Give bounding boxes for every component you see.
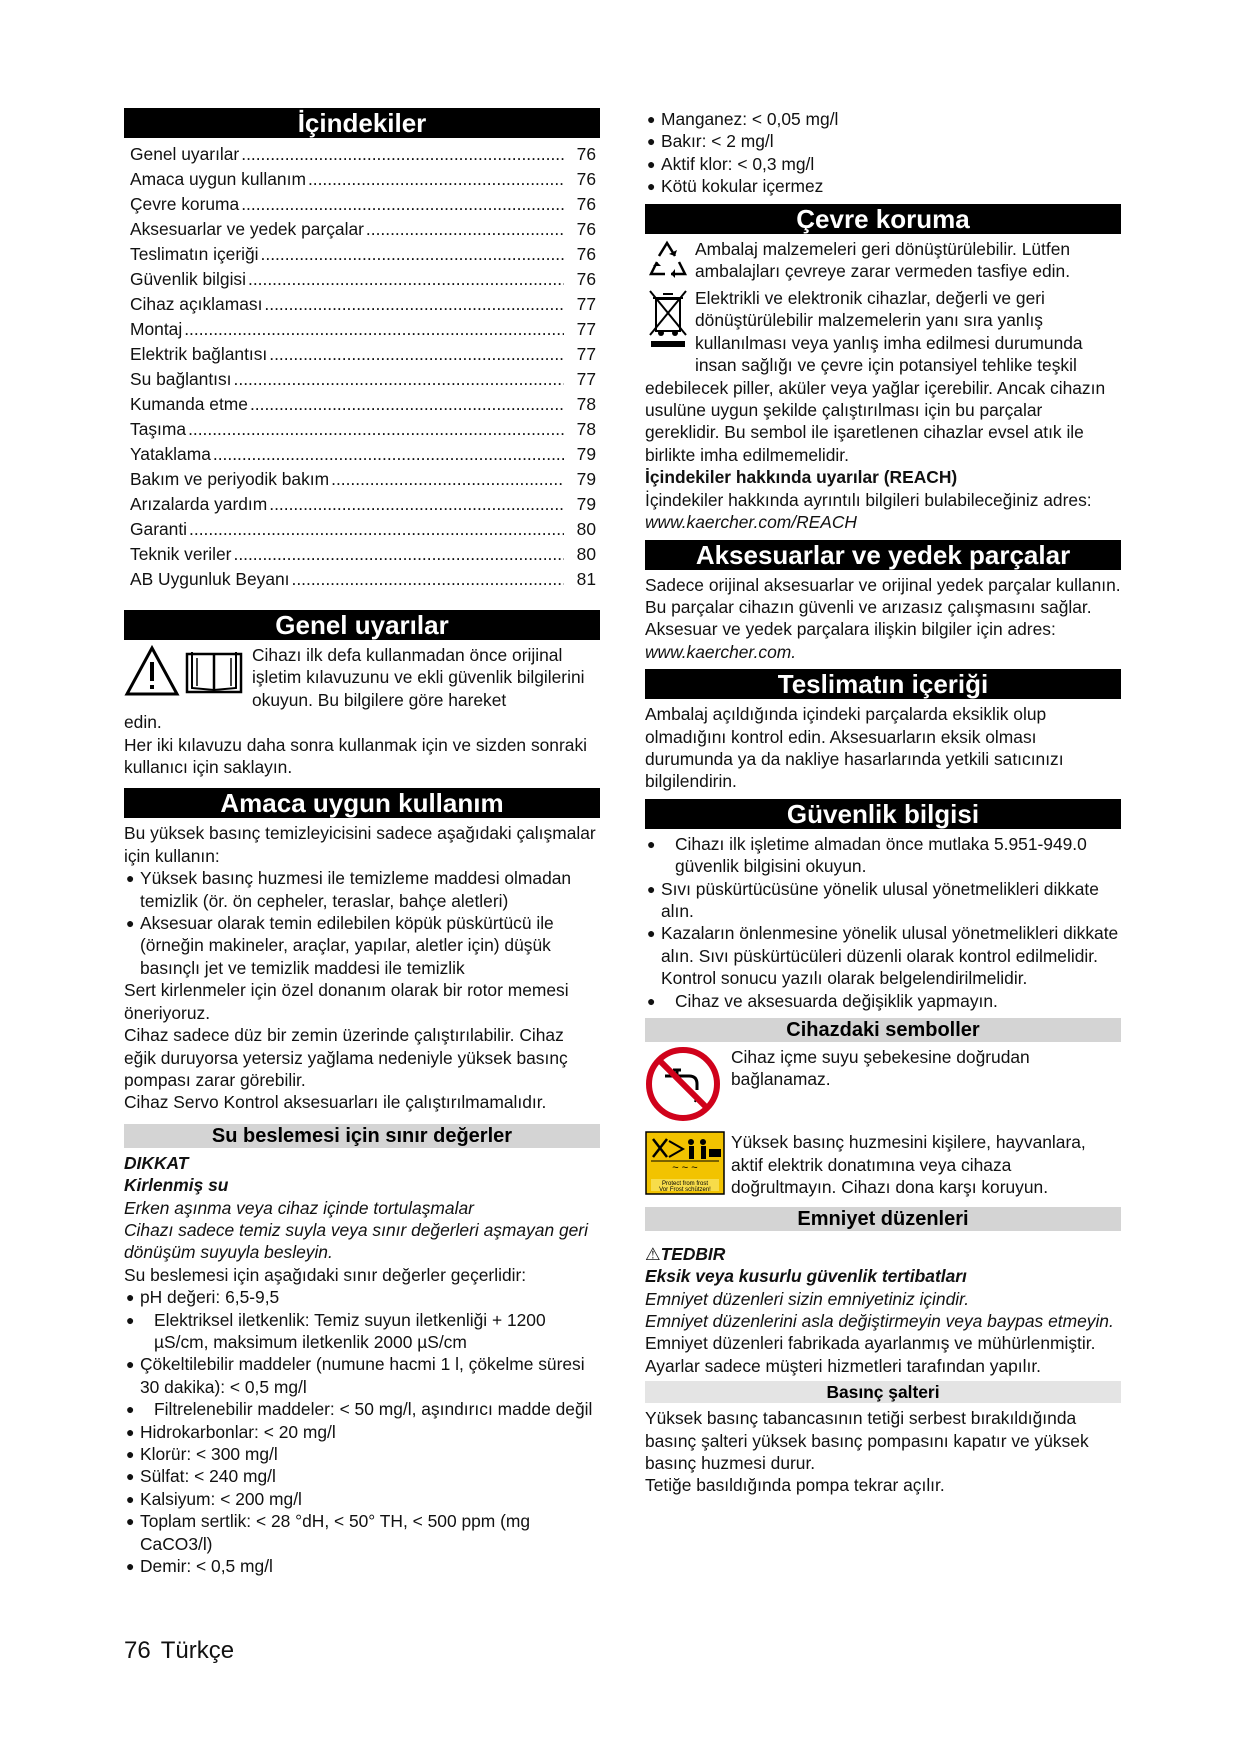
safety-devices-text: Emniyet düzenleri fabrikada ayarlanmış ve mühürlenmiştir. Ayarlar sadece müşteri hizmetleri tarafından yapılır. <box>645 1333 1096 1376</box>
toc-item[interactable]: Montaj ..... 77 <box>124 317 600 342</box>
list-item: ● Aksesuar olarak temin edilebilen köpük püskürtücü ile (örneğin makineler, araçlar, yapılar, aletler için) düşük basınçlı jet ve temizlik maddesi ile temizlik <box>124 912 600 979</box>
general-warnings-text: Cihazı ilk defa kullanmadan önce orijinal işletim kılavuzunu ve ekli güvenlik bilgilerini okuyun. Bu bilgilere göre hareket <box>252 645 585 710</box>
water-limits-intro: Su beslemesi için aşağıdaki sınır değerler geçerlidir: <box>124 1264 527 1285</box>
list-item: ● Kötü kokular içermez <box>645 175 1121 197</box>
toc-item[interactable]: Su bağlantısı ..... 77 <box>124 367 600 392</box>
section-heading-water-limits: Su beslemesi için sınır değerler <box>124 1124 600 1148</box>
caution-label: DIKKAT <box>124 1152 189 1173</box>
caution-label: TEDBIR <box>660 1243 726 1264</box>
left-column <box>124 108 600 1577</box>
scope-of-delivery-text: Ambalaj açıldığında içindeki parçalarda eksiklik olup olmadığını kontrol edin. Aksesuarların eksik olması durumunda ya da nakliye hasarlarında yetkili satıcınızı bilgilendirin. <box>645 704 1064 792</box>
hazard-consequence: Emniyet düzenleri sizin emniyetiniz içindir. <box>645 1288 970 1309</box>
section-heading-pressure-switch: Basınç şalteri <box>645 1381 1121 1403</box>
list-item: ● Cihazı ilk işletime almadan önce mutlaka 5.951-949.0 güvenlik bilgisini okuyun. <box>645 833 1121 878</box>
hazard-avoidance: Emniyet düzenlerini asla değiştirmeyin veya baypas etmeyin. <box>645 1311 1114 1332</box>
list-item: ● Manganez: < 0,05 mg/l <box>645 108 1121 130</box>
toc-item[interactable]: Kumanda etme ..... 78 <box>124 392 600 417</box>
section-heading-symbols: Cihazdaki semboller <box>645 1018 1121 1042</box>
list-item: ● Hidrokarbonlar: < 20 mg/l <box>124 1421 600 1443</box>
footer-language: Türkçe <box>160 1637 235 1664</box>
toc-item[interactable]: Bakım ve periyodik bakım ..... 79 <box>124 467 600 492</box>
weee-text: Elektrikli ve elektronik cihazlar, değerli ve geri dönüştürülebilir malzemelerin yanı sıra yanlış kullanılması veya yanlış imha edilmesi durumunda insan sağlığı ve çevre için potansiyel tehlike teşkil <box>695 288 1083 376</box>
reach-title: İçindekiler hakkında uyarılar (REACH) <box>645 467 958 488</box>
toc-item[interactable]: Aksesuarlar ve yedek parçalar ..... 76 <box>124 217 600 242</box>
list-item: ● Kalsiyum: < 200 mg/l <box>124 1488 600 1510</box>
section-heading-intended-use: Amaca uygun kullanım <box>124 788 600 818</box>
section-heading-general-warnings: Genel uyarılar <box>124 610 600 640</box>
toc-item[interactable]: Teslimatın içeriği ..... 76 <box>124 242 600 267</box>
svg-text:Protect from frost: Protect from frost <box>661 1181 709 1188</box>
toc-item[interactable]: Teknik veriler ..... 80 <box>124 542 600 567</box>
no-drinking-water-text: Cihaz içme suyu şebekesine doğrudan bağlanamaz. <box>731 1047 1030 1090</box>
warning-triangle-icon <box>124 644 180 703</box>
section-heading-safety-devices: Emniyet düzenleri <box>645 1207 1121 1231</box>
list-item: ● Toplam sertlik: < 28 °dH, < 50° TH, < 500 ppm (mg CaCO3/l) <box>124 1510 600 1555</box>
reach-url-link[interactable]: www.kaercher.com/REACH <box>645 512 857 533</box>
rotor-nozzle-text: Sert kirlenmeler için özel donanım olarak bir rotor memesi öneriyoruz. <box>124 980 569 1023</box>
intended-use-list <box>124 867 600 979</box>
pressure-switch-text-2: Tetiğe basıldığında pompa tekrar açılır. <box>645 1475 945 1496</box>
list-item: ● Sülfat: < 240 mg/l <box>124 1465 600 1487</box>
page-footer <box>124 1636 244 1666</box>
right-column <box>645 108 1121 1497</box>
toc-item[interactable]: Taşıma ..... 78 <box>124 417 600 442</box>
list-item: ● Sıvı püskürtücüsüne yönelik ulusal yönetmelikleri dikkate alın. <box>645 878 1121 923</box>
pressure-switch-text: Yüksek basınç tabancasının tetiği serbest bırakıldığında basınç şalteri yüksek basınç pompasını kapatır ve yüksek basınç huzmesi durur. <box>645 1408 1089 1474</box>
water-limits-list <box>124 1286 600 1577</box>
list-item: ● Yüksek basınç huzmesi ile temizleme maddesi olmadan temizlik (ör. ön cepheler, teraslar, bahçe aletleri) <box>124 867 600 912</box>
svg-text:Vor Frost schützen!: Vor Frost schützen! <box>659 1187 711 1194</box>
level-ground-text: Cihaz sadece düz bir zemin üzerinde çalıştırılabilir. Cihaz eğik duruyorsa yetersiz yağlama nedeniyle yüksek basınç pompası zarar görebilir. <box>124 1025 568 1090</box>
toc-item[interactable]: Cihaz açıklaması ..... 77 <box>124 292 600 317</box>
toc-item[interactable]: Amaca uygun kullanım ..... 76 <box>124 167 600 192</box>
accessories-text: Sadece orijinal aksesuarlar ve orijinal yedek parçalar kullanın. Bu parçalar cihazın güvenli ve arızasız çalışmasını sağlar. <box>645 574 1121 617</box>
warning-small-icon: ⚠ <box>645 1243 661 1264</box>
intended-use-intro: Bu yüksek basınç temizleyicisini sadece aşağıdaki çalışmalar için kullanın: <box>124 823 596 866</box>
reach-text: İçindekiler hakkında ayrıntılı bilgileri bulabileceğiniz adres: <box>645 489 1092 510</box>
manual-book-icon <box>184 644 244 703</box>
toc-item[interactable]: Yataklama ..... 79 <box>124 442 600 467</box>
hazard-consequence: Erken aşınma veya cihaz içinde tortulaşmalar <box>124 1197 474 1218</box>
list-item: ● Klorür: < 300 mg/l <box>124 1443 600 1465</box>
accessories-url-link[interactable]: www.kaercher.com. <box>645 641 797 662</box>
toc-item[interactable]: Genel uyarılar ..... 76 <box>124 142 600 167</box>
toc-item[interactable]: Çevre koruma ..... 76 <box>124 192 600 217</box>
svg-text:~ ~ ~: ~ ~ ~ <box>672 1162 698 1175</box>
section-heading-safety: Güvenlik bilgisi <box>645 799 1121 829</box>
general-warnings-text-tail: edin. <box>124 712 162 733</box>
no-drinking-water-connection-icon <box>645 1046 731 1127</box>
recycling-icon <box>645 238 695 287</box>
hazard-title: Kirlenmiş su <box>124 1175 229 1196</box>
safety-list <box>645 833 1121 1012</box>
list-item: ● Cihaz ve aksesuarda değişiklik yapmayın. <box>645 990 1121 1012</box>
section-heading-scope-of-delivery: Teslimatın içeriği <box>645 669 1121 699</box>
table-of-contents <box>124 142 600 592</box>
list-item: ● pH değeri: 6,5-9,5 <box>124 1286 600 1308</box>
list-item: ● Bakır: < 2 mg/l <box>645 130 1121 152</box>
toc-heading: İçindekiler <box>124 108 600 138</box>
list-item: ● Elektriksel iletkenlik: Temiz suyun iletkenliği + 1200 µS/cm, maksimum iletkenlik 2000 µS/cm <box>124 1309 600 1354</box>
no-spray-frost-label-icon <box>645 1131 731 1200</box>
page-number: 76 <box>124 1637 151 1664</box>
list-item: ● Kazaların önlenmesine yönelik ulusal yönetmelikleri dikkate alın. Sıvı püskürtücüleri düzenli olarak kontrol edilmelidir. Kontrol sonucu yazılı olarak belgelendirilmelidir. <box>645 922 1121 989</box>
list-item: ● Demir: < 0,5 mg/l <box>124 1555 600 1577</box>
accessories-info-text: Aksesuar ve yedek parçalara ilişkin bilgiler için adres: <box>645 619 1056 640</box>
toc-item[interactable]: Garanti ..... 80 <box>124 517 600 542</box>
toc-item[interactable]: Arızalarda yardım ..... 79 <box>124 492 600 517</box>
crossed-bin-icon <box>645 287 695 356</box>
packaging-recycle-text: Ambalaj malzemeleri geri dönüştürülebilir. Lütfen ambalajları çevreye zarar vermeden tasfiye edin. <box>695 238 1071 282</box>
toc-item[interactable]: Elektrik bağlantısı ..... 77 <box>124 342 600 367</box>
section-heading-accessories: Aksesuarlar ve yedek parçalar <box>645 540 1121 570</box>
servo-control-text: Cihaz Servo Kontrol aksesuarları ile çalıştırılmamalıdır. <box>124 1092 547 1113</box>
list-item: ● Aktif klor: < 0,3 mg/l <box>645 153 1121 175</box>
toc-item[interactable]: Güvenlik bilgisi ..... 76 <box>124 267 600 292</box>
list-item: ● Filtrelenebilir maddeler: < 50 mg/l, aşındırıcı madde değil <box>124 1398 600 1420</box>
no-spray-text: Yüksek basınç huzmesini kişilere, hayvanlara, aktif elektrik donatımına veya cihaza doğrultmayın. Cihazı dona karşı koruyun. <box>731 1132 1086 1198</box>
section-heading-environment: Çevre koruma <box>645 204 1121 234</box>
general-warnings-keep-text: Her iki kılavuzu daha sonra kullanmak için ve sizden sonraki kullanıcı için saklayın. <box>124 734 588 778</box>
toc-item[interactable]: AB Uygunluk Beyanı ..... 81 <box>124 567 600 592</box>
hazard-title: Eksik veya kusurlu güvenlik tertibatları <box>645 1266 967 1287</box>
weee-text-continued: edebilecek piller, aküler veya yağlar içerebilir. Ancak cihazın usulüne uygun şekilde çalıştırılması için bu parçalar gereklidir. Bu sembol ile işaretlenen cihazlar evsel atık ile birlikte imha edilmemelidir. <box>645 377 1106 465</box>
list-item: ● Çökeltilebilir maddeler (numune hacmi 1 l, çökelme süresi 30 dakika): < 0,5 mg/l <box>124 1353 600 1398</box>
water-limits-list-continued <box>645 108 1121 198</box>
hazard-avoidance: Cihazı sadece temiz suyla veya sınır değerleri aşmayan geri dönüşüm suyuyla besleyin. <box>124 1219 588 1263</box>
